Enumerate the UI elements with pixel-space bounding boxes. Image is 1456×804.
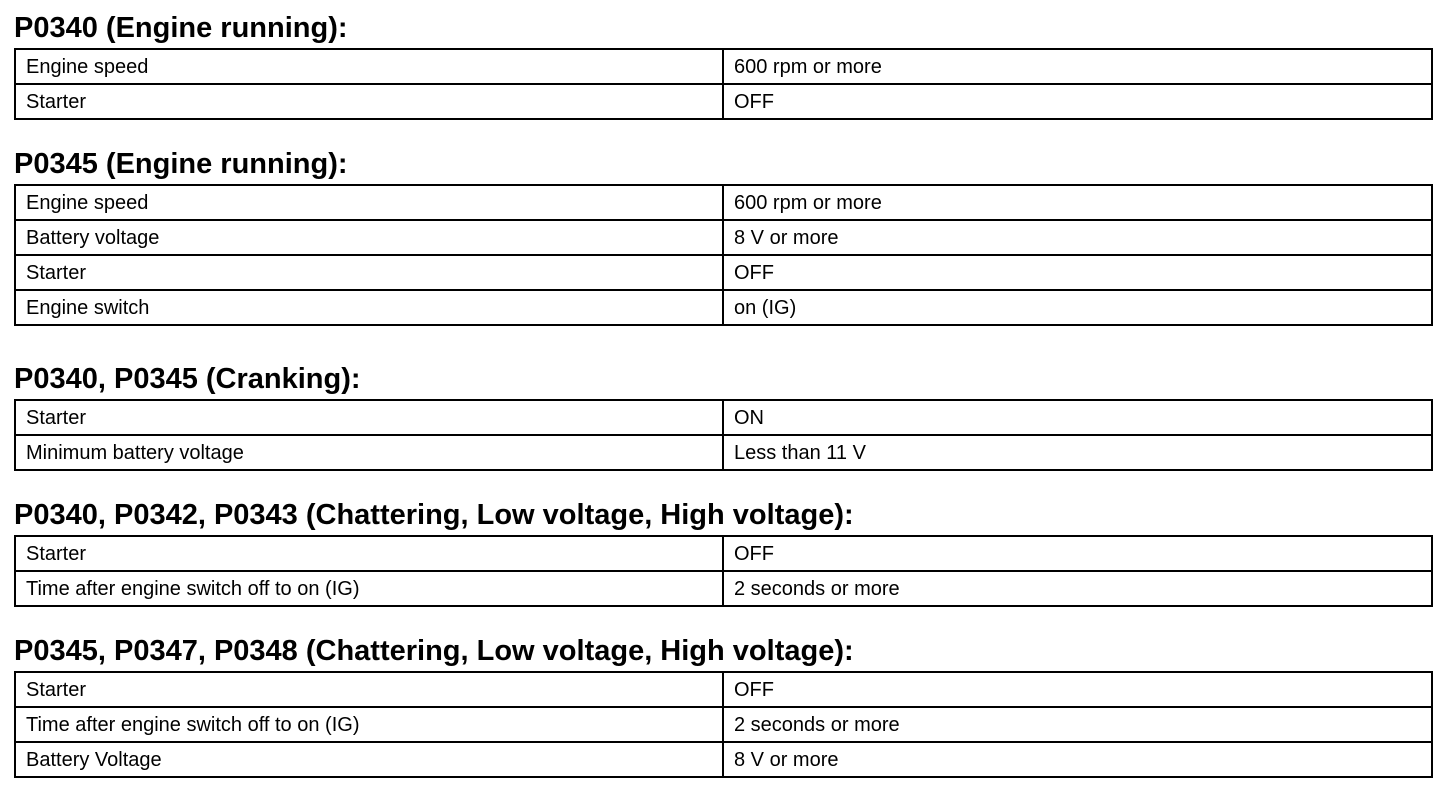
- conditions-table: [14, 671, 1433, 778]
- condition-label: Battery voltage: [15, 220, 723, 255]
- condition-label: Starter: [15, 672, 723, 707]
- section-p0345-p0347-p0348: [14, 634, 1431, 778]
- condition-value: OFF: [723, 672, 1432, 707]
- table-row: [15, 672, 1432, 707]
- section-heading: P0345 (Engine running):: [14, 148, 348, 180]
- condition-value: OFF: [723, 255, 1432, 290]
- condition-label: Engine speed: [15, 185, 723, 220]
- table-row: [15, 536, 1432, 571]
- condition-value: Less than 11 V: [723, 435, 1432, 470]
- condition-label: Engine switch: [15, 290, 723, 325]
- section-p0345-engine-running: [14, 147, 1431, 326]
- condition-value: ON: [723, 400, 1432, 435]
- conditions-table: [14, 399, 1433, 471]
- condition-label: Battery Voltage: [15, 742, 723, 777]
- condition-value: 8 V or more: [723, 742, 1432, 777]
- section-heading: P0340, P0342, P0343 (Chattering, Low voltage, High voltage):: [14, 499, 854, 531]
- section-heading: P0340 (Engine running):: [14, 12, 348, 44]
- table-row: [15, 571, 1432, 606]
- condition-value: 8 V or more: [723, 220, 1432, 255]
- section-heading: P0345, P0347, P0348 (Chattering, Low voltage, High voltage):: [14, 635, 854, 667]
- conditions-table: [14, 48, 1433, 120]
- conditions-table: [14, 535, 1433, 607]
- section-p0340-engine-running: [14, 11, 1431, 120]
- table-row: [15, 84, 1432, 119]
- conditions-table: [14, 184, 1433, 326]
- section-p0340-p0342-p0343: [14, 498, 1431, 607]
- condition-label: Time after engine switch off to on (IG): [15, 707, 723, 742]
- section-p0340-p0345-cranking: [14, 362, 1431, 471]
- table-row: [15, 49, 1432, 84]
- condition-label: Starter: [15, 536, 723, 571]
- table-row: [15, 255, 1432, 290]
- table-row: [15, 290, 1432, 325]
- condition-value: OFF: [723, 84, 1432, 119]
- condition-label: Time after engine switch off to on (IG): [15, 571, 723, 606]
- condition-value: 2 seconds or more: [723, 707, 1432, 742]
- condition-value: on (IG): [723, 290, 1432, 325]
- condition-value: 2 seconds or more: [723, 571, 1432, 606]
- condition-value: 600 rpm or more: [723, 185, 1432, 220]
- condition-label: Starter: [15, 255, 723, 290]
- table-row: [15, 435, 1432, 470]
- condition-label: Starter: [15, 84, 723, 119]
- condition-label: Minimum battery voltage: [15, 435, 723, 470]
- condition-value: OFF: [723, 536, 1432, 571]
- condition-value: 600 rpm or more: [723, 49, 1432, 84]
- table-row: [15, 220, 1432, 255]
- table-row: [15, 707, 1432, 742]
- table-row: [15, 185, 1432, 220]
- table-row: [15, 400, 1432, 435]
- section-heading: P0340, P0345 (Cranking):: [14, 363, 361, 395]
- condition-label: Starter: [15, 400, 723, 435]
- condition-label: Engine speed: [15, 49, 723, 84]
- table-row: [15, 742, 1432, 777]
